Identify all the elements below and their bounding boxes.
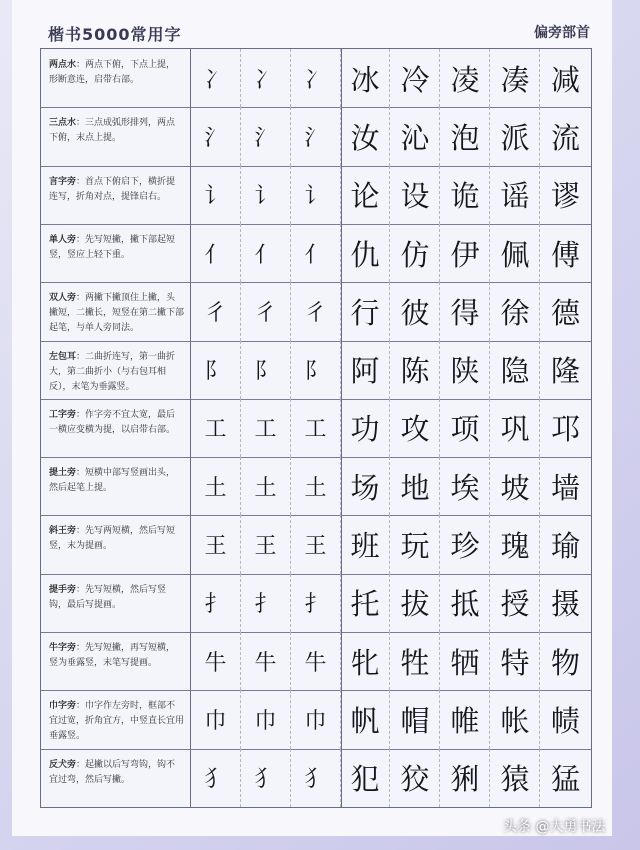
radical-row [41,224,591,283]
example-character: 猿 [491,749,540,807]
example-character: 陈 [391,341,440,399]
radical-description [41,515,191,573]
example-character: 帆 [341,690,390,748]
example-character: 沁 [391,107,440,165]
example-character: 得 [441,282,490,340]
example-character: 犯 [341,749,390,807]
example-character: 瑜 [550,529,580,564]
example-character: 论 [341,166,390,224]
radical-sample: 牛 [291,632,341,690]
example-character: 陕 [441,341,490,399]
radical-sample: 氵 [191,107,241,165]
radical-sample: 阝 [241,341,291,399]
radical-description [41,690,191,748]
radical-sample: 犭 [191,749,241,807]
radical-row [41,282,591,341]
radical-sample: 彳 [241,282,291,340]
page-title: 楷书5000常用字 [48,25,182,44]
radical-sample: 巾 [291,690,341,748]
example-character: 墙 [550,470,580,505]
radical-row [41,749,591,807]
example-character: 帻 [550,704,580,739]
example-character: 抵 [441,574,490,632]
radical-sample: 扌 [241,574,291,632]
example-character: 隐 [491,341,540,399]
radical-name: 提土旁 [49,468,77,479]
radical-name: 牛字旁 [49,643,77,654]
radical-writing-tip: 二曲折连写，第一曲折大，第二曲折小（与右包耳相反），末笔为垂露竖。 [49,351,176,392]
colon-separator: ： [76,759,86,770]
radical-sample: 工 [291,399,341,457]
example-character: 猛 [550,762,580,797]
radical-sample: 亻 [191,224,241,282]
radical-description [41,749,191,807]
example-character: 泡 [441,107,490,165]
example-character: 特 [491,632,540,690]
example-character: 傅 [550,237,580,272]
example-character: 功 [341,399,390,457]
example-character: 诡 [441,166,490,224]
radical-sample: 牛 [191,632,241,690]
radical-writing-tip: 两撇下撇顶住上撇，头撇短，二撇长，短竖在第二撇下部起笔，与单人旁同法。 [49,293,185,334]
example-character: 珍 [441,515,490,573]
radical-sample: 讠 [291,166,341,224]
example-character: 德 [550,295,580,330]
radical-name: 提手旁 [49,584,77,595]
radical-sample: 土 [291,457,341,515]
example-character: 托 [341,574,390,632]
example-character: 伊 [441,224,490,282]
radical-sample: 土 [241,457,291,515]
example-character: 佩 [491,224,540,282]
colon-separator: ： [76,526,86,537]
radical-sample: 冫 [241,49,291,107]
example-character: 减 [550,62,580,97]
radical-sample: 扌 [291,574,341,632]
colon-separator: ： [76,60,86,70]
radical-sample: 冫 [291,49,341,107]
example-character: 帽 [391,690,440,748]
radical-row [41,49,591,108]
radical-row [41,107,591,166]
example-character: 巩 [491,399,540,457]
example-character: 牝 [341,632,390,690]
example-character: 冰 [341,49,390,107]
radical-writing-tip: 作字旁不宜太宽，最后一横应变横为提，以启带右部。 [49,409,176,435]
radical-writing-tip: 起撇以后写弯钩，钩不宜过弯，然后写撇。 [49,759,176,785]
radical-name: 两点水 [49,60,77,70]
radical-sample: 王 [241,515,291,573]
radical-sample: 亻 [291,224,341,282]
radical-row [41,515,591,574]
radical-name: 言字旁 [49,176,77,187]
example-character: 地 [391,457,440,515]
colon-separator: ： [76,234,86,245]
example-character: 隆 [550,354,580,389]
example-character: 拔 [391,574,440,632]
radical-sample: 工 [241,399,291,457]
radical-sample: 工 [191,399,241,457]
radical-name: 左包耳 [49,351,77,362]
example-character: 凑 [491,49,540,107]
radical-description [41,632,191,690]
radical-sample: 讠 [191,166,241,224]
example-character: 谣 [491,166,540,224]
example-character: 汝 [341,107,390,165]
radical-sample: 氵 [241,107,291,165]
radical-name: 三点水 [49,118,77,129]
example-character: 徐 [491,282,540,340]
radical-name: 单人旁 [49,234,77,245]
radical-name: 工字旁 [49,409,77,420]
example-character: 班 [341,515,390,573]
radical-sample: 犭 [241,749,291,807]
example-character: 物 [550,645,580,680]
example-character: 派 [491,107,540,165]
example-character: 阿 [341,341,390,399]
radical-row [41,457,591,516]
radical-sample: 讠 [241,166,291,224]
example-character: 仿 [391,224,440,282]
radical-description [41,107,191,165]
radical-description [41,49,191,107]
example-character: 猁 [441,749,490,807]
radical-sample: 氵 [291,107,341,165]
example-character: 行 [341,282,390,340]
radical-writing-tip: 短横中部写竖画出头，然后起笔上提。 [49,468,176,494]
radical-sample: 牛 [241,632,291,690]
radical-sample: 王 [191,515,241,573]
radical-sample: 彳 [291,282,341,340]
example-character: 攻 [391,399,440,457]
radical-name: 反犬旁 [49,759,77,770]
radical-sample: 王 [291,515,341,573]
radical-sample: 阝 [191,341,241,399]
radical-writing-tip: 巾字作左旁时，框部不宜过宽，折角宜方，中竖直长宜用垂露竖。 [49,701,185,742]
example-character: 设 [391,166,440,224]
radical-sample: 彳 [191,282,241,340]
radical-writing-tip: 两点下俯，下点上提，形断意连，启带右部。 [49,60,176,85]
example-character: 仇 [341,224,390,282]
radical-sample: 阝 [291,341,341,399]
radical-name: 双人旁 [49,293,77,304]
radical-sample: 巾 [241,690,291,748]
colon-separator: ： [76,701,86,712]
radical-row [41,632,591,691]
radical-description [41,457,191,515]
radical-row [41,341,591,400]
radical-description [41,166,191,224]
radical-sample: 犭 [291,749,341,807]
radical-writing-tip: 先写短撇，撇下部起短竖，竖应上轻下重。 [49,234,176,260]
radical-sample: 亻 [241,224,291,282]
example-character: 彼 [391,282,440,340]
radical-writing-tip: 先写短横，然后写竖钩，最后写提画。 [49,584,167,610]
radical-description [41,341,191,399]
example-character: 流 [550,120,580,155]
example-character: 冷 [391,49,440,107]
example-character: 项 [441,399,490,457]
radical-writing-tip: 三点成弧形排列，两点下俯，末点上提。 [49,118,176,144]
example-character: 坡 [491,457,540,515]
example-character: 牺 [441,632,490,690]
example-character: 牲 [391,632,440,690]
colon-separator: ： [76,351,86,362]
radical-name: 斜王旁 [49,526,77,537]
example-character: 埃 [441,457,490,515]
radical-sample: 扌 [191,574,241,632]
example-character: 授 [491,574,540,632]
example-character: 帐 [491,690,540,748]
section-title: 偏旁部首 [534,25,590,41]
watermark: 头条 @大勇书法 [503,819,606,835]
example-character: 场 [341,457,390,515]
radical-description [41,282,191,340]
colon-separator: ： [76,176,86,187]
radical-writing-tip: 首点下俯启下，横折提连写，折角对点，提锋启右。 [49,176,176,202]
radical-row [41,399,591,458]
example-character: 摄 [550,587,580,622]
radical-description [41,224,191,282]
colon-separator: ： [76,468,86,479]
example-character: 帷 [441,690,490,748]
example-character: 瑰 [491,515,540,573]
example-character: 谬 [550,179,580,214]
colon-separator: ： [76,584,86,595]
radical-name: 巾字旁 [49,701,77,712]
radical-row [41,574,591,633]
radical-writing-tip: 先写两短横，然后写短竖，末为提画。 [49,526,176,552]
radical-row [41,690,591,749]
example-character: 凌 [441,49,490,107]
example-character: 狡 [391,749,440,807]
example-character: 玩 [391,515,440,573]
radical-sample: 土 [191,457,241,515]
radical-sample: 巾 [191,690,241,748]
radical-writing-tip: 先写短撇，再写短横，竖为垂露竖，末笔写提画。 [49,643,176,669]
radical-practice-grid [40,48,592,808]
colon-separator: ： [76,118,86,129]
radical-description [41,399,191,457]
colon-separator: ： [76,293,86,304]
colon-separator: ： [76,643,86,654]
radical-row [41,166,591,225]
colon-separator: ： [76,409,86,420]
example-character: 邛 [550,412,580,447]
radical-sample: 冫 [191,49,241,107]
radical-description [41,574,191,632]
